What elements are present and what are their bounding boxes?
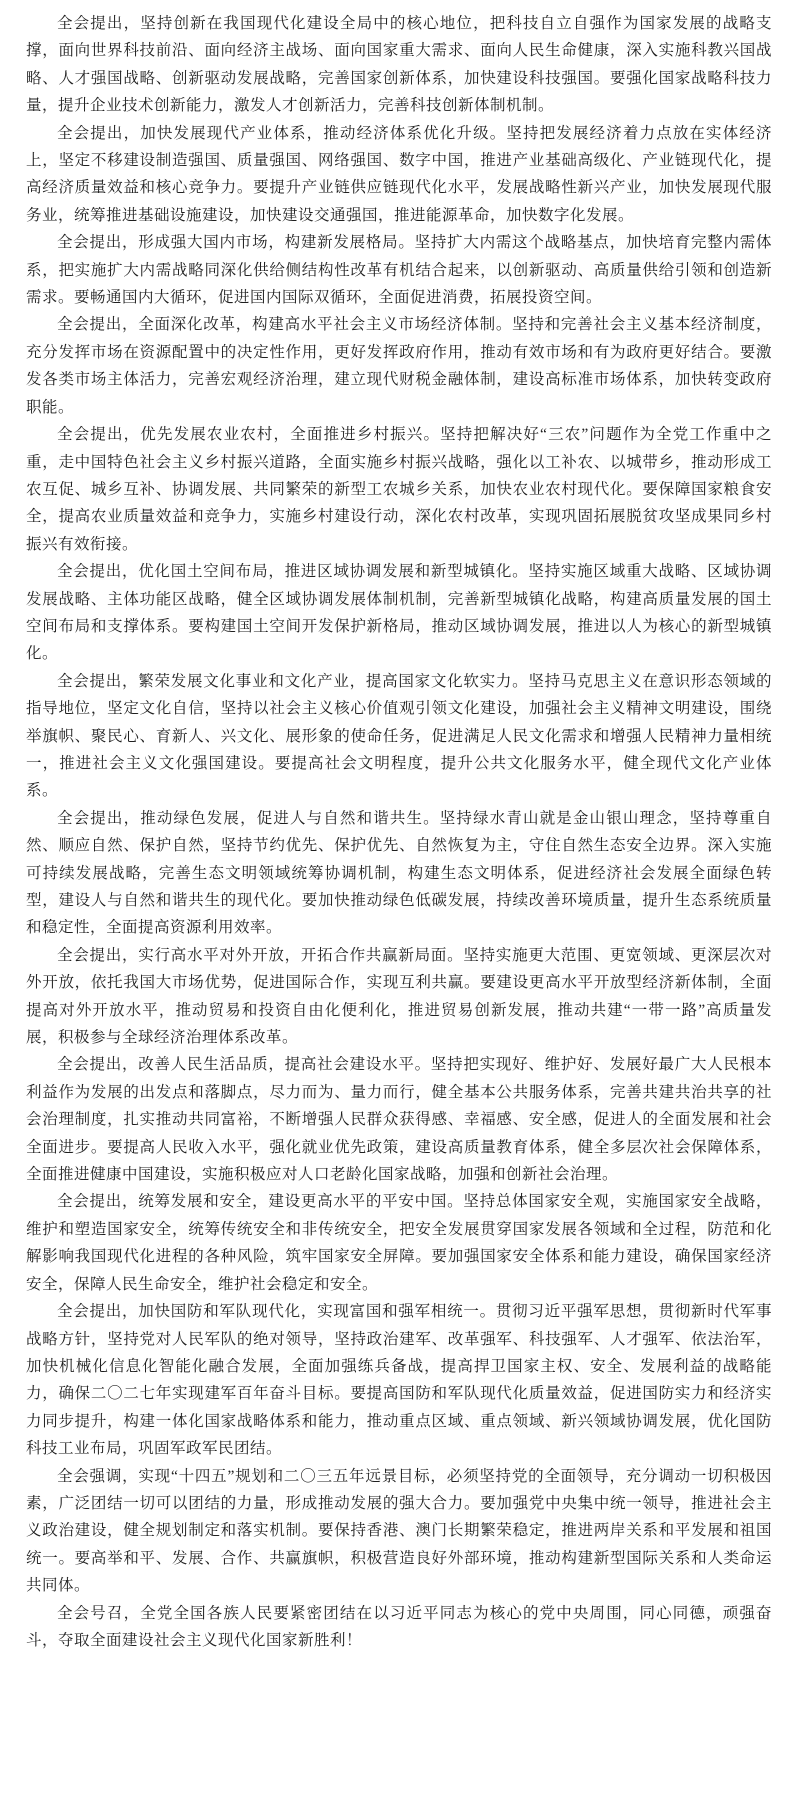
paragraph: 全会强调，实现“十四五”规划和二〇三五年远景目标，必须坚持党的全面领导，充分调动一切积极因素，广泛团结一切可以团结的力量，形成推动发展的强大合力。要加强党中央集中统一领导，推进社会主义政治建设，健全规划制定和落实机制。要保持香港、澳门长期繁荣稳定，推进两岸关系和平发展和祖国统一。要高举和平、发展、合作、共赢旗帜，积极营造良好外部环境，推动构建新型国际关系和人类命运共同体。 — [26, 1467, 772, 1595]
paragraph: 全会提出，优化国土空间布局，推进区域协调发展和新型城镇化。坚持实施区域重大战略、区域协调发展战略、主体功能区战略，健全区域协调发展体制机制，完善新型城镇化战略，构建高质量发展的国土空间布局和支撑体系。要构建国土空间开发保护新格局，推动区域协调发展，推进以人为核心的新型城镇化。 — [26, 563, 772, 663]
paragraph: 全会提出，繁荣发展文化事业和文化产业，提高国家文化软实力。坚持马克思主义在意识形态领域的指导地位，坚定文化自信，坚持以社会主义核心价值观引领文化建设，加强社会主义精神文明建设，围绕举旗帜、聚民心、育新人、兴文化、展形象的使命任务，促进满足人民文化需求和增强人民精神力量相统一，推进社会主义文化强国建设。要提高社会文明程度，提升公共文化服务水平，健全现代文化产业体系。 — [26, 672, 772, 800]
paragraph: 全会提出，改善人民生活品质，提高社会建设水平。坚持把实现好、维护好、发展好最广大人民根本利益作为发展的出发点和落脚点，尽力而为、量力而行，健全基本公共服务体系，完善共建共治共享的社会治理制度，扎实推动共同富裕，不断增强人民群众获得感、幸福感、安全感，促进人的全面发展和社会全面进步。要提高人民收入水平，强化就业优先政策，建设高质量教育体系，健全多层次社会保障体系，全面推进健康中国建设，实施积极应对人口老龄化国家战略，加强和创新社会治理。 — [26, 1056, 772, 1184]
paragraph: 全会提出，形成强大国内市场，构建新发展格局。坚持扩大内需这个战略基点，加快培育完整内需体系，把实施扩大内需战略同深化供给侧结构性改革有机结合起来，以创新驱动、高质量供给引领和创造新需求。要畅通国内大循环，促进国内国际双循环，全面促进消费，拓展投资空间。 — [26, 234, 772, 307]
paragraph: 全会提出，统筹发展和安全，建设更高水平的平安中国。坚持总体国家安全观，实施国家安全战略，维护和塑造国家安全，统筹传统安全和非传统安全，把安全发展贯穿国家发展各领域和全过程，防范和化解影响我国现代化进程的各种风险，筑牢国家安全屏障。要加强国家安全体系和能力建设，确保国家经济安全，保障人民生命安全，维护社会稳定和安全。 — [26, 1193, 772, 1293]
paragraph: 全会提出，加快发展现代产业体系，推动经济体系优化升级。坚持把发展经济着力点放在实体经济上，坚定不移建设制造强国、质量强国、网络强国、数字中国，推进产业基础高级化、产业链现代化，提高经济质量效益和核心竞争力。要提升产业链供应链现代化水平，发展战略性新兴产业，加快发展现代服务业，统筹推进基础设施建设，加快建设交通强国，推进能源革命，加快数字化发展。 — [26, 124, 772, 224]
paragraph: 全会提出，加快国防和军队现代化，实现富国和强军相统一。贯彻习近平强军思想，贯彻新时代军事战略方针，坚持党对人民军队的绝对领导，坚持政治建军、改革强军、科技强军、人才强军、依法治军，加快机械化信息化智能化融合发展，全面加强练兵备战，提高捍卫国家主权、安全、发展利益的战略能力，确保二〇二七年实现建军百年奋斗目标。要提高国防和军队现代化质量效益，促进国防实力和经济实力同步提升，构建一体化国家战略体系和能力，推动重点区域、重点领域、新兴领域协调发展，优化国防科技工业布局，巩固军政军民团结。 — [26, 1303, 772, 1458]
paragraph: 全会提出，推动绿色发展，促进人与自然和谐共生。坚持绿水青山就是金山银山理念，坚持尊重自然、顺应自然、保护自然，坚持节约优先、保护优先、自然恢复为主，守住自然生态安全边界。深入实施可持续发展战略，完善生态文明领域统筹协调机制，构建生态文明体系，促进经济社会发展全面绿色转型，建设人与自然和谐共生的现代化。要加快推动绿色低碳发展，持续改善环境质量，提升生态系统质量和稳定性，全面提高资源利用效率。 — [26, 809, 772, 937]
paragraph: 全会提出，全面深化改革，构建高水平社会主义市场经济体制。坚持和完善社会主义基本经济制度，充分发挥市场在资源配置中的决定性作用，更好发挥政府作用，推动有效市场和有为政府更好结合。要激发各类市场主体活力，完善宏观经济治理，建立现代财税金融体制，建设高标准市场体系，加快转变政府职能。 — [26, 316, 772, 416]
paragraph: 全会提出，实行高水平对外开放，开拓合作共赢新局面。坚持实施更大范围、更宽领域、更深层次对外开放，依托我国大市场优势，促进国际合作，实现互利共赢。要建设更高水平开放型经济新体制，全面提高对外开放水平，推动贸易和投资自由化便利化，推进贸易创新发展，推动共建“一带一路”高质量发展，积极参与全球经济治理体系改革。 — [26, 946, 772, 1047]
paragraph: 全会提出，优先发展农业农村，全面推进乡村振兴。坚持把解决好“三农”问题作为全党工作重中之重，走中国特色社会主义乡村振兴道路，全面实施乡村振兴战略，强化以工补农、以城带乡，推动形成工农互促、城乡互补、协调发展、共同繁荣的新型工农城乡关系，加快农业农村现代化。要保障国家粮食安全，提高农业质量效益和竞争力，实施乡村建设行动，深化农村改革，实现巩固拓展脱贫攻坚成果同乡村振兴有效衔接。 — [26, 426, 772, 553]
document-body — [26, 10, 772, 1654]
paragraph: 全会号召，全党全国各族人民要紧密团结在以习近平同志为核心的党中央周围，同心同德，顽强奋斗，夺取全面建设社会主义现代化国家新胜利！ — [26, 1604, 772, 1649]
paragraph: 全会提出，坚持创新在我国现代化建设全局中的核心地位，把科技自立自强作为国家发展的战略支撑，面向世界科技前沿、面向经济主战场、面向国家重大需求、面向人民生命健康，深入实施科教兴国战略、人才强国战略、创新驱动发展战略，完善国家创新体系，加快建设科技强国。要强化国家战略科技力量，提升企业技术创新能力，激发人才创新活力，完善科技创新体制机制。 — [26, 15, 772, 115]
